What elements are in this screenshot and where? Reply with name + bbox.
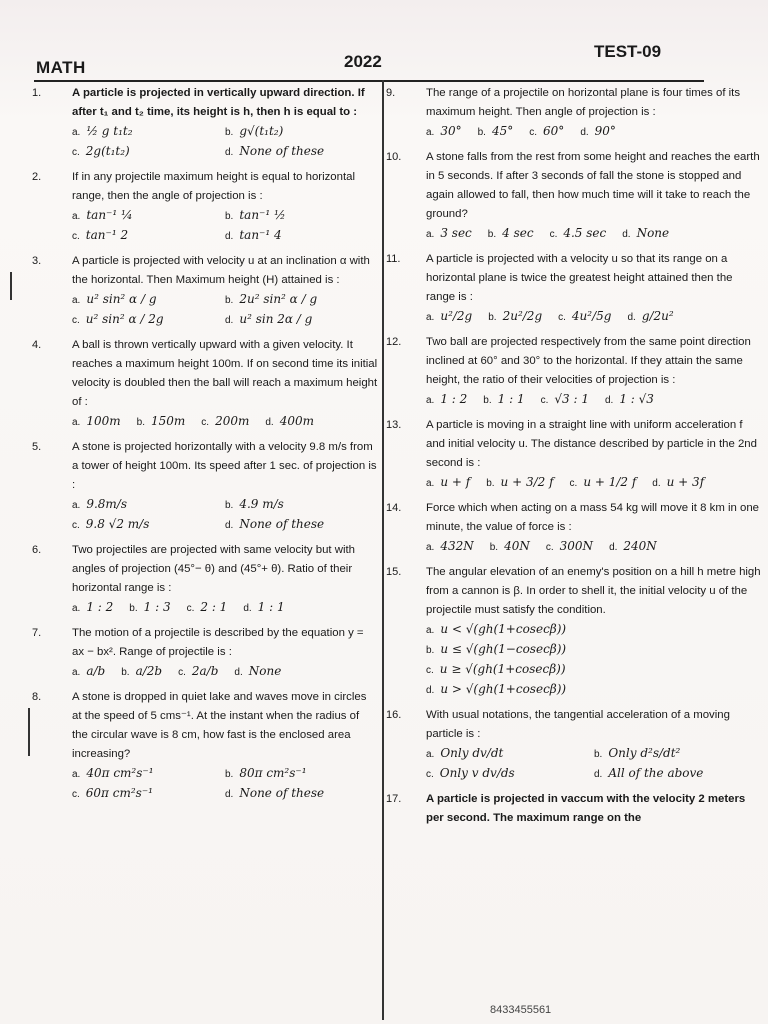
option-d[interactable] [594, 764, 762, 784]
option-letter: b. [136, 417, 145, 428]
option-c[interactable] [558, 307, 611, 327]
question-number: 14. [386, 502, 402, 514]
option-value: 4 sec [502, 226, 534, 240]
option-letter: c. [72, 520, 80, 531]
option-letter: c. [549, 229, 558, 240]
question-number: 12. [386, 336, 402, 348]
options-row [426, 122, 762, 142]
question-text: A particle is moving in a straight line with uniform acceleration f and initial velocity u. The distance described by particle in the 2nd second is : [426, 419, 757, 469]
question-text: A stone is projected horizontally with a velocity 9.8 m/s from a tower of height 100m. Its speed after 1 sec. of projection is : [72, 441, 377, 491]
header-rule [34, 80, 704, 82]
option-letter: b. [426, 645, 435, 656]
question-block [386, 84, 762, 142]
option-letter: d. [265, 417, 274, 428]
option-d[interactable] [225, 226, 378, 246]
option-value: 9.8 √2 m/s [85, 517, 150, 531]
option-a[interactable] [426, 744, 594, 764]
question-number: 17. [386, 793, 402, 805]
options-row [72, 598, 378, 618]
option-value: 1 : 1 [257, 600, 285, 614]
option-b[interactable] [129, 598, 170, 618]
option-d[interactable] [605, 390, 654, 410]
column-divider [382, 80, 384, 1020]
question-block [386, 416, 762, 493]
option-letter: b. [225, 211, 234, 222]
option-c[interactable] [72, 310, 225, 330]
question-number: 11. [386, 253, 401, 265]
option-c[interactable] [426, 764, 594, 784]
option-d[interactable] [652, 473, 704, 493]
option-letter: b. [594, 749, 603, 760]
question-text: A particle is projected with a velocity u so that its range on a horizontal plane is twice the greatest height attained then the range is : [426, 253, 733, 303]
option-value: 1 : 1 [497, 392, 525, 406]
question-number: 16. [386, 709, 402, 721]
option-letter: c. [545, 542, 554, 553]
option-b[interactable] [483, 390, 524, 410]
option-letter: a. [426, 542, 435, 553]
option-letter: b. [489, 542, 499, 553]
spacer [386, 828, 762, 834]
option-c[interactable] [187, 598, 228, 618]
question-text: If in any projectile maximum height is equal to horizontal range, then the angle of projection is : [72, 171, 356, 202]
option-letter: c. [426, 665, 434, 676]
option-letter: c. [201, 417, 210, 428]
question-text: A stone falls from the rest from some height and reaches the earth in 5 seconds. If after 3 seconds of fall the stone is stopped and again allowed to fall, then how much time will it take to reach the ground? [426, 151, 760, 220]
question-block [386, 333, 762, 410]
option-c[interactable] [426, 660, 762, 680]
option-letter: a. [72, 127, 81, 138]
option-letter: d. [426, 685, 435, 696]
options-row [72, 122, 378, 162]
option-value: 30° [440, 124, 462, 138]
option-d[interactable] [609, 537, 657, 557]
option-letter: d. [652, 478, 661, 489]
option-letter: d. [604, 395, 614, 406]
option-letter: a. [72, 769, 81, 780]
option-value: 2u² sin² α / g [239, 292, 318, 306]
option-letter: d. [225, 520, 234, 531]
question-number: 8. [32, 691, 42, 703]
spacer [32, 804, 378, 810]
question-number: 2. [32, 171, 42, 183]
year-label: 2022 [344, 52, 382, 71]
option-d[interactable] [225, 784, 378, 804]
question-number: 13. [386, 419, 402, 431]
option-value: tan⁻¹ 2 [85, 228, 129, 242]
question-text: A particle is projected in vertically upward direction. If after t₁ and t₂ time, its height is h, then h is equal to : [72, 87, 365, 118]
option-a[interactable] [72, 412, 121, 432]
option-a[interactable] [72, 764, 225, 784]
option-value: u + f [440, 475, 471, 489]
option-letter: c. [186, 603, 195, 614]
option-d[interactable] [243, 598, 284, 618]
option-value: 2u²/2g [502, 309, 543, 323]
options-row [426, 537, 762, 557]
option-b[interactable] [225, 764, 378, 784]
options-row [426, 224, 762, 244]
option-d[interactable] [627, 307, 673, 327]
options-row [426, 390, 762, 410]
option-letter: c. [72, 147, 80, 158]
option-c[interactable] [550, 224, 607, 244]
option-a[interactable] [426, 390, 467, 410]
question-block [32, 84, 378, 162]
option-a[interactable] [72, 598, 113, 618]
option-value: 240N [623, 539, 657, 553]
option-value: u + 1/2 f [583, 475, 637, 489]
option-b[interactable] [225, 290, 378, 310]
footer-number: 8433455561 [490, 1004, 552, 1016]
margin-mark [10, 272, 12, 300]
option-value: 40N [504, 539, 530, 553]
option-letter: b. [487, 229, 497, 240]
option-b[interactable] [225, 122, 378, 142]
option-letter: a. [72, 295, 81, 306]
question-block [32, 168, 378, 246]
question-block [386, 706, 762, 784]
option-letter: a. [426, 127, 435, 138]
question-number: 5. [32, 441, 42, 453]
option-value: 45° [491, 124, 514, 138]
options-row [72, 290, 378, 330]
option-a[interactable] [72, 290, 225, 310]
option-value: 4.9 m/s [239, 497, 284, 511]
option-value: ½ g t₁t₂ [86, 124, 133, 138]
option-c[interactable] [201, 412, 249, 432]
option-value: u + 3/2 f [500, 475, 554, 489]
option-letter: d. [594, 769, 603, 780]
options-row [72, 495, 378, 535]
question-block [32, 438, 378, 535]
margin-mark [28, 708, 30, 756]
option-a[interactable] [426, 473, 470, 493]
option-letter: d. [580, 127, 589, 138]
option-letter: c. [72, 231, 80, 242]
option-letter: b. [225, 127, 234, 138]
option-c[interactable] [72, 515, 225, 535]
options-row [426, 307, 762, 327]
option-letter: b. [225, 295, 234, 306]
option-value: 40π cm²s⁻¹ [86, 766, 154, 780]
option-value: u ≥ √(gh(1+cosecβ)) [439, 662, 566, 676]
option-letter: b. [225, 769, 234, 780]
option-letter: b. [483, 395, 492, 406]
options-row [426, 473, 762, 493]
option-letter: c. [558, 312, 566, 323]
options-row [72, 662, 378, 682]
question-text: With usual notations, the tangential acceleration of a moving particle is : [426, 709, 730, 740]
option-b[interactable] [486, 473, 553, 493]
option-letter: c. [540, 395, 549, 406]
option-value: 400m [279, 414, 314, 428]
option-letter: c. [426, 769, 434, 780]
option-value: u > √(gh(1+cosecβ)) [440, 682, 567, 696]
option-value: None of these [239, 786, 325, 800]
option-b[interactable] [426, 640, 762, 660]
option-a[interactable] [72, 206, 225, 226]
option-value: None of these [239, 144, 325, 158]
option-value: 200m [215, 414, 250, 428]
option-d[interactable] [234, 662, 281, 682]
option-d[interactable] [225, 310, 378, 330]
option-c[interactable] [529, 122, 564, 142]
option-letter: a. [426, 478, 435, 489]
option-value: 4u²/5g [571, 309, 612, 323]
question-text: The range of a projectile on horizontal plane is four times of its maximum height. Then angle of projection is : [426, 87, 741, 118]
question-text: The angular elevation of an enemy's position on a hill h metre high from a cannon is β. In order to shell it, the initial velocity u of the projectile must satisfy the condition. [426, 566, 761, 616]
option-value: u + 3f [666, 475, 705, 489]
option-a[interactable] [72, 122, 225, 142]
option-letter: b. [129, 603, 138, 614]
question-number: 7. [32, 627, 42, 639]
subject-title: MATH [36, 58, 86, 77]
option-value: 4.5 sec [563, 226, 607, 240]
question-text: Force which when acting on a mass 54 kg will move it 8 km in one minute, the value of force is : [426, 502, 760, 533]
option-b[interactable] [225, 206, 378, 226]
option-letter: d. [225, 315, 234, 326]
question-number: 6. [32, 544, 42, 556]
question-number: 3. [32, 255, 42, 267]
option-value: tan⁻¹ ¼ [86, 208, 133, 222]
option-c[interactable] [570, 473, 637, 493]
option-value: u < √(gh(1+cosecβ)) [440, 622, 567, 636]
option-letter: c. [529, 127, 538, 138]
option-a[interactable] [72, 662, 105, 682]
option-a[interactable] [426, 122, 462, 142]
option-value: a/2b [135, 664, 163, 678]
options-row [72, 412, 378, 432]
option-value: u² sin² α / g [86, 292, 157, 306]
question-text: Two ball are projected respectively from the same point direction inclined at 60° and 30° to the horizontal. If they attain the same height, the ratio of their velocities of projection is : [426, 336, 751, 386]
option-value: tan⁻¹ ½ [239, 208, 286, 222]
option-b[interactable] [488, 224, 534, 244]
question-text: A particle is projected with velocity u at an inclination α with the horizontal. Then Maximum height (H) attained is : [72, 255, 370, 286]
option-letter: c. [178, 667, 186, 678]
option-letter: d. [627, 312, 636, 323]
option-a[interactable] [426, 537, 474, 557]
option-letter: d. [243, 603, 252, 614]
option-letter: a. [426, 395, 435, 406]
option-letter: a. [72, 417, 81, 428]
option-letter: a. [72, 603, 81, 614]
option-letter: a. [72, 211, 81, 222]
option-d[interactable] [225, 515, 378, 535]
option-b[interactable] [137, 412, 186, 432]
option-c[interactable] [72, 784, 225, 804]
option-letter: d. [225, 231, 234, 242]
left-column [32, 84, 378, 810]
question-number: 4. [32, 339, 42, 351]
options-row [72, 764, 378, 804]
option-value: Only d²s/dt² [608, 746, 681, 760]
option-a[interactable] [72, 495, 225, 515]
option-value: 9.8m/s [86, 497, 128, 511]
option-value: All of the above [608, 766, 704, 780]
option-d[interactable] [265, 412, 314, 432]
question-text: Two projectiles are projected with same velocity but with angles of projection (45°− θ) and (45°+ θ). Ratio of their horizontal range is : [72, 544, 355, 594]
option-b[interactable] [594, 744, 762, 764]
option-a[interactable] [426, 620, 762, 640]
question-number: 1. [32, 87, 42, 99]
option-b[interactable] [121, 662, 162, 682]
option-value: g/2u² [641, 309, 674, 323]
question-block [386, 499, 762, 557]
option-value: u² sin 2α / g [239, 312, 313, 326]
options-row [426, 744, 762, 784]
options-row [426, 620, 762, 700]
question-block [386, 563, 762, 700]
question-block [32, 541, 378, 618]
question-block [386, 250, 762, 327]
option-d[interactable] [225, 142, 378, 162]
question-text: A particle is projected in vaccum with the velocity 2 meters per second. The maximum range on the [426, 793, 746, 824]
option-value: 80π cm²s⁻¹ [239, 766, 307, 780]
test-label: TEST-09 [594, 42, 662, 61]
option-b[interactable] [225, 495, 378, 515]
option-letter: b. [486, 478, 495, 489]
option-c[interactable] [72, 142, 225, 162]
option-value: 60π cm²s⁻¹ [85, 786, 153, 800]
option-letter: d. [622, 229, 631, 240]
option-value: 1 : 3 [143, 600, 171, 614]
option-letter: d. [225, 789, 234, 800]
option-value: g√(t₁t₂) [239, 124, 284, 138]
question-text: A stone is dropped in quiet lake and waves move in circles at the speed of 5 cms⁻¹. At the instant when the radius of the circular wave is 8 cm, how fast is the enclosed area increasing? [72, 691, 367, 760]
option-value: a/b [86, 664, 106, 678]
option-a[interactable] [426, 307, 472, 327]
option-letter: c. [72, 789, 80, 800]
option-value: Only dv/dt [440, 746, 504, 760]
option-letter: a. [72, 667, 81, 678]
question-block [32, 688, 378, 804]
option-value: 2a/b [191, 664, 219, 678]
option-letter: a. [426, 229, 435, 240]
option-letter: a. [426, 749, 435, 760]
option-value: 300N [559, 539, 594, 553]
question-number: 10. [386, 151, 402, 163]
question-block [32, 252, 378, 330]
option-value: u² sin² α / 2g [85, 312, 164, 326]
option-c[interactable] [72, 226, 225, 246]
option-value: 2 : 1 [200, 600, 228, 614]
option-value: tan⁻¹ 4 [239, 228, 282, 242]
option-letter: a. [426, 312, 435, 323]
option-letter: d. [234, 667, 243, 678]
option-letter: d. [225, 147, 234, 158]
option-value: 2g(t₁t₂) [85, 144, 130, 158]
question-number: 9. [386, 87, 396, 99]
option-value: 60° [543, 124, 565, 138]
option-c[interactable] [541, 390, 589, 410]
option-letter: a. [72, 500, 81, 511]
option-letter: b. [121, 667, 130, 678]
option-letter: a. [426, 625, 435, 636]
question-text: The motion of a projectile is described by the equation y = ax − bx². Range of projectile is : [72, 627, 364, 658]
option-a[interactable] [426, 224, 472, 244]
option-value: 1 : 2 [86, 600, 114, 614]
option-value: 90° [594, 124, 616, 138]
option-value: 3 sec [440, 226, 472, 240]
right-column [386, 84, 762, 834]
option-value: 432N [440, 539, 474, 553]
question-block [386, 790, 762, 828]
option-value: None of these [239, 517, 325, 531]
option-letter: b. [225, 500, 234, 511]
option-letter: c. [569, 478, 578, 489]
option-value: u²/2g [440, 309, 473, 323]
option-value: 150m [150, 414, 186, 428]
question-block [386, 148, 762, 244]
option-value: 1 : √3 [619, 392, 654, 406]
option-c[interactable] [178, 662, 218, 682]
options-row [72, 206, 378, 246]
option-c[interactable] [546, 537, 593, 557]
option-value: 100m [86, 414, 121, 428]
option-value: Only v dv/ds [439, 766, 515, 780]
question-text: A ball is thrown vertically upward with a given velocity. It reaches a maximum height 100m. If on second time its initial velocity is doubled then the ball will reach a maximum height of : [72, 339, 378, 408]
option-value: √3 : 1 [554, 392, 589, 406]
option-d[interactable] [426, 680, 762, 700]
option-value: None [636, 226, 670, 240]
option-d[interactable] [622, 224, 669, 244]
option-letter: d. [609, 542, 618, 553]
question-block [32, 336, 378, 432]
question-number: 15. [386, 566, 402, 578]
option-value: u ≤ √(gh(1−cosecβ)) [440, 642, 567, 656]
option-value: None [248, 664, 282, 678]
option-b[interactable] [490, 537, 530, 557]
question-block [32, 624, 378, 682]
option-letter: c. [72, 315, 80, 326]
option-d[interactable] [580, 122, 616, 142]
option-letter: b. [488, 312, 497, 323]
option-b[interactable] [488, 307, 542, 327]
option-letter: b. [477, 127, 486, 138]
option-b[interactable] [478, 122, 514, 142]
option-value: 1 : 2 [440, 392, 468, 406]
